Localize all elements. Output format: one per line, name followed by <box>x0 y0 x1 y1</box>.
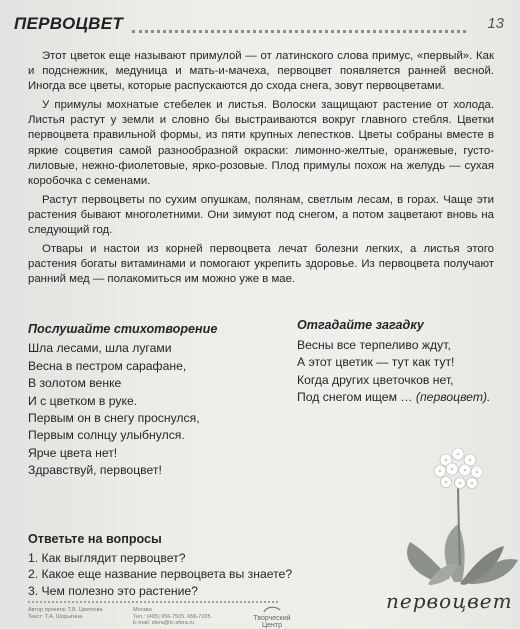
riddle-line: А этот цветик — тут как тут! <box>297 355 455 370</box>
paragraph: Отвары и настои из корней первоцвета лечат болезни легких, а листья этого растения богаты витаминами и помогают укрепить здоровье. Из первоцвета получают ранний мед — полакомиться им можно уже в мае. <box>28 243 494 286</box>
series-brand: первоцвет <box>386 589 513 613</box>
page-header <box>14 14 504 38</box>
footer-author: Автор проекта: Т.В. Цветкова <box>28 607 103 613</box>
page-number: 13 <box>487 15 504 32</box>
riddle-line: Весны все терпеливо ждут, <box>297 337 451 352</box>
riddle-heading: Отгадайте загадку <box>297 318 424 332</box>
riddle-answer: (первоцвет). <box>415 390 491 405</box>
poem-line: Шла лесами, шла лугами <box>28 341 172 356</box>
question-item: 1. Как выглядит первоцвет? <box>28 550 186 565</box>
paragraph: У примулы мохнатые стебелек и листья. Волоски защищают растение от холода. Листья растут у земли и словно бы выстраиваются вокруг главного стебля. Цветки первоцвета правильной формы, из пяти крупных лепестков. Цветы собраны вместе в яркие соцветия самой разнообразной окраски: лимонно-желтые, оранжевые, густо-лиловые, нежно-фиолетовые, ярко-розовые. Плод примулы похож на желудь — сухая коробочка с семенами. <box>28 99 494 187</box>
footer-phone: Тел.: (495) 656-7505, 656-7205 <box>133 613 211 620</box>
publisher-footer <box>28 601 278 625</box>
questions-heading: Ответьте на вопросы <box>28 532 162 546</box>
footer-email: E-mail: sfera@tc-sfera.ru <box>133 620 195 627</box>
riddle-line: Когда других цветочков нет, <box>297 372 454 387</box>
logo-swirl-icon <box>263 605 281 613</box>
poem-section <box>28 321 288 480</box>
poem-line: И с цветком в руке. <box>28 393 138 408</box>
article-body <box>28 49 494 291</box>
primrose-illustration <box>400 438 520 588</box>
page-title: ПЕРВОЦВЕТ <box>14 14 124 33</box>
flower-head-icon <box>434 448 483 489</box>
riddle-last-line: Под снегом ищем … <box>297 390 413 405</box>
poem-line: Ярче цвета нет! <box>28 445 118 460</box>
poem-line: Первым он в снегу проснулся, <box>28 411 200 426</box>
question-item: 3. Чем полезно это растение? <box>28 583 198 598</box>
riddle-section <box>297 317 512 407</box>
questions-section <box>28 531 358 599</box>
logo-text: Творческий Центр <box>253 615 291 629</box>
leaf-icon <box>407 524 518 585</box>
poem-line: Первым солнцу улыбнулся. <box>28 428 185 443</box>
question-item: 2. Какое еще название первоцвета вы знаете? <box>28 567 293 581</box>
paragraph: Растут первоцветы по сухим опушкам, полянам, светлым лесам, в горах. Чаще эти растения бывают многолетними. Они зимуют под снегом, а потом зацветают вновь на следующий год. <box>28 193 494 237</box>
publisher-logo <box>244 605 300 629</box>
poem-line: Весна в пестром сарафане, <box>28 358 187 373</box>
footer-text-author: Текст: Т.А. Шорыгина <box>28 613 83 620</box>
poem-line: Здравствуй, первоцвет! <box>28 463 162 478</box>
riddle-line <box>297 389 512 407</box>
paragraph: Этот цветок еще называют примулой — от латинского слова примус, «первый». Как и подснежник, медуница и мать-и-мачеха, первоцвет появляется ранней весной. Иногда все цветы, которые распускаются до схода снега, зовут первоцветами. <box>28 50 494 93</box>
poem-heading: Послушайте стихотворение <box>28 322 218 336</box>
poem-line: В золотом венке <box>28 376 122 391</box>
dotted-rule <box>132 30 466 33</box>
footer-city: Москва <box>133 607 152 613</box>
